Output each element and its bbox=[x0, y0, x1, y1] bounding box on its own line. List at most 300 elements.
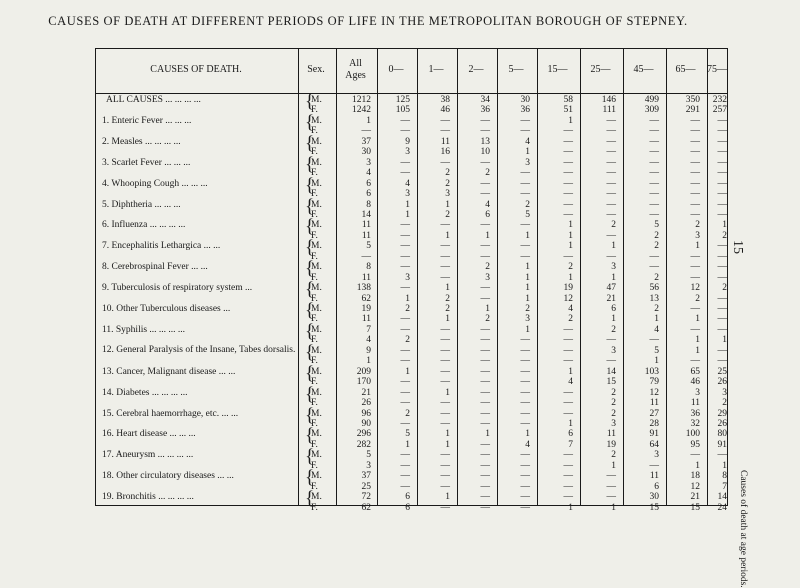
count-cell: 146 bbox=[601, 95, 616, 105]
count-cell: — bbox=[400, 241, 410, 252]
count-cell: — bbox=[690, 115, 700, 126]
count-cell: 36 bbox=[480, 105, 490, 116]
sex-cell: M. bbox=[311, 429, 322, 440]
count-cell: 1 bbox=[405, 293, 410, 304]
count-cell: — bbox=[606, 157, 616, 168]
sex-cell: F. bbox=[311, 439, 318, 450]
count-cell: — bbox=[480, 293, 490, 304]
count-cell: 2 bbox=[485, 314, 490, 325]
header-age-45: 45— bbox=[633, 64, 654, 75]
count-cell: 26 bbox=[717, 377, 727, 388]
count-cell: — bbox=[480, 356, 490, 367]
count-cell: 1 bbox=[525, 230, 530, 241]
count-cell: — bbox=[606, 230, 616, 241]
count-cell: 28 bbox=[649, 418, 659, 429]
count-cell: — bbox=[440, 450, 450, 461]
count-cell: 36 bbox=[690, 408, 700, 419]
count-cell: 18 bbox=[690, 471, 700, 482]
count-cell: — bbox=[649, 178, 659, 189]
count-cell: — bbox=[400, 283, 410, 294]
count-cell: 2 bbox=[654, 230, 659, 241]
count-cell: — bbox=[440, 471, 450, 482]
header-age-75: 75— bbox=[707, 64, 727, 75]
brace-mark: { bbox=[305, 216, 315, 238]
count-cell: 2 bbox=[405, 335, 410, 346]
count-cell: — bbox=[400, 126, 410, 137]
count-cell: — bbox=[563, 408, 573, 419]
count-cell: 2 bbox=[611, 408, 616, 419]
count-cell: — bbox=[520, 241, 530, 252]
sex-cell: F. bbox=[311, 126, 318, 137]
count-cell: 2 bbox=[485, 262, 490, 273]
count-cell: — bbox=[440, 335, 450, 346]
count-cell: — bbox=[563, 209, 573, 220]
count-cell: — bbox=[400, 168, 410, 179]
count-cell: 1 bbox=[525, 147, 530, 158]
count-cell: — bbox=[480, 387, 490, 398]
count-cell: — bbox=[480, 241, 490, 252]
count-cell: 1 bbox=[722, 335, 727, 346]
sex-cell: M. bbox=[311, 95, 322, 105]
sex-cell: F. bbox=[311, 189, 318, 200]
count-cell: — bbox=[690, 262, 700, 273]
count-cell: — bbox=[649, 335, 659, 346]
count-cell: 25 bbox=[361, 481, 371, 492]
count-cell: 6 bbox=[654, 481, 659, 492]
count-cell: 72 bbox=[361, 492, 371, 503]
count-cell: — bbox=[690, 157, 700, 168]
count-cell: 65 bbox=[690, 366, 700, 377]
count-cell: — bbox=[400, 387, 410, 398]
count-cell: — bbox=[649, 189, 659, 200]
count-cell: 3 bbox=[611, 418, 616, 429]
header-all-ages: All Ages bbox=[345, 58, 366, 81]
count-cell: — bbox=[520, 115, 530, 126]
count-cell: — bbox=[520, 356, 530, 367]
count-cell: — bbox=[480, 439, 490, 450]
count-cell: 2 bbox=[611, 324, 616, 335]
count-cell: — bbox=[690, 147, 700, 158]
count-cell: 80 bbox=[717, 429, 727, 440]
count-cell: — bbox=[440, 408, 450, 419]
count-cell: — bbox=[717, 157, 727, 168]
sex-cell: F. bbox=[311, 418, 318, 429]
count-cell: — bbox=[717, 314, 727, 325]
count-cell: 2 bbox=[611, 220, 616, 231]
count-cell: — bbox=[606, 251, 616, 262]
count-cell: 19 bbox=[606, 439, 616, 450]
count-cell: — bbox=[400, 314, 410, 325]
count-cell: 1 bbox=[695, 314, 700, 325]
count-cell: 1 bbox=[568, 418, 573, 429]
count-cell: 46 bbox=[690, 377, 700, 388]
count-cell: — bbox=[563, 335, 573, 346]
sex-cell: M. bbox=[311, 283, 322, 294]
count-cell: — bbox=[400, 115, 410, 126]
sex-cell: F. bbox=[311, 168, 318, 179]
count-cell: 1 bbox=[485, 304, 490, 314]
count-cell: 1 bbox=[611, 314, 616, 325]
sex-cell: F. bbox=[311, 230, 318, 241]
count-cell: — bbox=[440, 324, 450, 335]
count-cell: 1 bbox=[611, 460, 616, 471]
count-cell: 103 bbox=[644, 366, 659, 377]
brace-mark: { bbox=[305, 467, 315, 489]
count-cell: 1 bbox=[405, 209, 410, 220]
count-cell: 11 bbox=[606, 429, 616, 440]
count-cell: 37 bbox=[361, 136, 371, 147]
count-cell: 4 bbox=[568, 304, 573, 314]
count-cell: 1 bbox=[445, 387, 450, 398]
table-row bbox=[0, 502, 736, 515]
count-cell: — bbox=[480, 115, 490, 126]
count-cell: — bbox=[717, 241, 727, 252]
count-cell: — bbox=[717, 199, 727, 210]
count-cell: 12 bbox=[690, 481, 700, 492]
count-cell: 91 bbox=[649, 429, 659, 440]
cause-label: 6. Influenza ... ... ... ... bbox=[102, 220, 186, 231]
count-cell: — bbox=[400, 262, 410, 273]
count-cell: — bbox=[440, 377, 450, 388]
count-cell: 4 bbox=[525, 439, 530, 450]
cause-label: 2. Measles ... ... ... ... bbox=[102, 136, 181, 147]
brace-mark: { bbox=[305, 425, 315, 447]
count-cell: — bbox=[563, 460, 573, 471]
count-cell: — bbox=[440, 220, 450, 231]
count-cell: 1 bbox=[366, 356, 371, 367]
count-cell: — bbox=[400, 251, 410, 262]
cause-label: 4. Whooping Cough ... ... ... bbox=[102, 178, 208, 189]
count-cell: 30 bbox=[649, 492, 659, 503]
count-cell: — bbox=[440, 157, 450, 168]
count-cell: 1 bbox=[445, 439, 450, 450]
count-cell: — bbox=[520, 450, 530, 461]
count-cell: 1 bbox=[611, 272, 616, 283]
count-cell: — bbox=[717, 189, 727, 200]
brace-mark: { bbox=[305, 404, 315, 426]
cause-label: 16. Heart disease ... ... ... bbox=[102, 429, 196, 440]
count-cell: 2 bbox=[568, 262, 573, 273]
count-cell: — bbox=[480, 366, 490, 377]
count-cell: 2 bbox=[611, 398, 616, 409]
count-cell: — bbox=[361, 251, 371, 262]
count-cell: — bbox=[400, 324, 410, 335]
sex-cell: F. bbox=[311, 314, 318, 325]
sex-cell: M. bbox=[311, 157, 322, 168]
count-cell: 3 bbox=[525, 157, 530, 168]
count-cell: — bbox=[717, 147, 727, 158]
count-cell: — bbox=[649, 209, 659, 220]
count-cell: 2 bbox=[485, 168, 490, 179]
brace-mark: { bbox=[305, 320, 315, 342]
sex-cell: F. bbox=[311, 105, 318, 116]
count-cell: 1 bbox=[445, 283, 450, 294]
count-cell: — bbox=[563, 324, 573, 335]
brace-mark: { bbox=[305, 111, 315, 133]
count-cell: — bbox=[690, 126, 700, 137]
brace-mark: { bbox=[305, 258, 315, 280]
count-cell: 5 bbox=[654, 345, 659, 356]
cause-label: 12. General Paralysis of the Insane, Tabes dorsalis. bbox=[102, 344, 296, 355]
count-cell: — bbox=[480, 189, 490, 200]
count-cell: 3 bbox=[445, 189, 450, 200]
cause-label: 15. Cerebral haemorrhage, etc. ... ... bbox=[102, 408, 239, 419]
count-cell: — bbox=[606, 189, 616, 200]
count-cell: 2 bbox=[654, 241, 659, 252]
count-cell: — bbox=[563, 481, 573, 492]
sex-cell: F. bbox=[311, 272, 318, 283]
count-cell: — bbox=[400, 356, 410, 367]
count-cell: 1 bbox=[568, 272, 573, 283]
count-cell: — bbox=[520, 492, 530, 503]
count-cell: — bbox=[520, 418, 530, 429]
count-cell: — bbox=[563, 398, 573, 409]
count-cell: — bbox=[690, 209, 700, 220]
count-cell: 1 bbox=[695, 241, 700, 252]
count-cell: 1 bbox=[568, 115, 573, 126]
count-cell: — bbox=[649, 199, 659, 210]
count-cell: 3 bbox=[485, 272, 490, 283]
sex-cell: M. bbox=[311, 262, 322, 273]
brace-mark: { bbox=[305, 383, 315, 405]
page-number: 15 bbox=[730, 240, 745, 254]
count-cell: — bbox=[717, 345, 727, 356]
count-cell: 499 bbox=[644, 95, 659, 105]
header-age-1: 1— bbox=[428, 64, 444, 75]
count-cell: 1 bbox=[695, 335, 700, 346]
count-cell: 3 bbox=[695, 230, 700, 241]
count-cell: 209 bbox=[356, 366, 371, 377]
count-cell: — bbox=[649, 115, 659, 126]
count-cell: — bbox=[400, 398, 410, 409]
count-cell: 8 bbox=[366, 262, 371, 273]
count-cell: 4 bbox=[525, 136, 530, 147]
count-cell: 3 bbox=[366, 157, 371, 168]
count-cell: 2 bbox=[445, 178, 450, 189]
count-cell: 6 bbox=[405, 492, 410, 503]
count-cell: 2 bbox=[722, 283, 727, 294]
count-cell: — bbox=[606, 335, 616, 346]
count-cell: — bbox=[649, 251, 659, 262]
count-cell: — bbox=[563, 492, 573, 503]
count-cell: 2 bbox=[611, 450, 616, 461]
count-cell: 12 bbox=[563, 293, 573, 304]
brace-mark: { bbox=[305, 174, 315, 196]
count-cell: — bbox=[717, 293, 727, 304]
cause-label: 1. Enteric Fever ... ... ... bbox=[102, 115, 192, 126]
sex-cell: M. bbox=[311, 220, 322, 231]
count-cell: 29 bbox=[717, 408, 727, 419]
count-cell: 30 bbox=[520, 95, 530, 105]
count-cell: — bbox=[563, 387, 573, 398]
count-cell: 3 bbox=[611, 345, 616, 356]
sex-cell: F. bbox=[311, 209, 318, 220]
count-cell: 4 bbox=[405, 178, 410, 189]
count-cell: 1 bbox=[485, 429, 490, 440]
cause-label: 18. Other circulatory diseases ... ... bbox=[102, 471, 234, 482]
count-cell: — bbox=[606, 209, 616, 220]
count-cell: 2 bbox=[695, 293, 700, 304]
count-cell: — bbox=[690, 136, 700, 147]
brace-mark: { bbox=[305, 446, 315, 468]
count-cell: 3 bbox=[405, 272, 410, 283]
count-cell: 62 bbox=[361, 502, 371, 513]
count-cell: — bbox=[480, 126, 490, 137]
brace-mark: { bbox=[305, 341, 315, 363]
count-cell: 1 bbox=[695, 460, 700, 471]
count-cell: 25 bbox=[717, 366, 727, 377]
sex-cell: F. bbox=[311, 481, 318, 492]
count-cell: — bbox=[480, 335, 490, 346]
sex-cell: F. bbox=[311, 335, 318, 346]
count-cell: 13 bbox=[480, 136, 490, 147]
count-cell: — bbox=[649, 262, 659, 273]
count-cell: 30 bbox=[361, 147, 371, 158]
count-cell: — bbox=[520, 377, 530, 388]
header-cause: CAUSES OF DEATH. bbox=[150, 64, 242, 75]
count-cell: — bbox=[480, 283, 490, 294]
header-age-25: 25— bbox=[590, 64, 611, 75]
count-cell: 95 bbox=[690, 439, 700, 450]
count-cell: 11 bbox=[361, 230, 371, 241]
count-cell: 3 bbox=[695, 387, 700, 398]
count-cell: — bbox=[480, 408, 490, 419]
count-cell: 1 bbox=[525, 324, 530, 335]
count-cell: 2 bbox=[695, 220, 700, 231]
count-cell: — bbox=[606, 199, 616, 210]
count-cell: — bbox=[649, 168, 659, 179]
count-cell: — bbox=[480, 418, 490, 429]
brace-mark: { bbox=[305, 237, 315, 259]
header-age-2: 2— bbox=[468, 64, 484, 75]
count-cell: — bbox=[649, 460, 659, 471]
cause-label: 19. Bronchitis ... ... ... ... bbox=[102, 492, 194, 503]
count-cell: — bbox=[690, 199, 700, 210]
count-cell: 56 bbox=[649, 283, 659, 294]
count-cell: 1 bbox=[722, 220, 727, 231]
count-cell: — bbox=[717, 304, 727, 314]
cause-label: 10. Other Tuberculous diseases ... bbox=[102, 304, 231, 314]
count-cell: — bbox=[440, 241, 450, 252]
count-cell: 1 bbox=[525, 293, 530, 304]
sex-cell: M. bbox=[311, 241, 322, 252]
count-cell: — bbox=[480, 481, 490, 492]
count-cell: — bbox=[690, 251, 700, 262]
count-cell: 125 bbox=[395, 95, 410, 105]
count-cell: 2 bbox=[445, 304, 450, 314]
count-cell: 111 bbox=[602, 105, 616, 116]
count-cell: — bbox=[520, 366, 530, 377]
count-cell: 1 bbox=[445, 230, 450, 241]
count-cell: — bbox=[649, 157, 659, 168]
count-cell: — bbox=[563, 356, 573, 367]
count-cell: — bbox=[480, 398, 490, 409]
count-cell: — bbox=[520, 460, 530, 471]
sex-cell: M. bbox=[311, 387, 322, 398]
count-cell: — bbox=[717, 324, 727, 335]
count-cell: 1 bbox=[568, 220, 573, 231]
count-cell: 2 bbox=[654, 272, 659, 283]
count-cell: 296 bbox=[356, 429, 371, 440]
count-cell: 1 bbox=[525, 283, 530, 294]
count-cell: — bbox=[440, 418, 450, 429]
sex-cell: M. bbox=[311, 136, 322, 147]
count-cell: — bbox=[563, 178, 573, 189]
count-cell: 3 bbox=[525, 314, 530, 325]
brace-mark: { bbox=[305, 362, 315, 384]
count-cell: — bbox=[606, 481, 616, 492]
sex-cell: M. bbox=[311, 199, 322, 210]
count-cell: 14 bbox=[361, 209, 371, 220]
count-cell: 2 bbox=[722, 398, 727, 409]
count-cell: 3 bbox=[654, 450, 659, 461]
count-cell: 2 bbox=[611, 387, 616, 398]
cause-label: 11. Syphilis ... ... ... ... bbox=[102, 324, 186, 335]
sex-cell: F. bbox=[311, 377, 318, 388]
count-cell: — bbox=[520, 481, 530, 492]
count-cell: 1 bbox=[445, 429, 450, 440]
count-cell: — bbox=[520, 502, 530, 513]
count-cell: — bbox=[400, 418, 410, 429]
count-cell: — bbox=[480, 460, 490, 471]
count-cell: 3 bbox=[722, 387, 727, 398]
count-cell: 90 bbox=[361, 418, 371, 429]
count-cell: 282 bbox=[356, 439, 371, 450]
cause-label: 8. Cerebrospinal Fever ... ... bbox=[102, 262, 208, 273]
count-cell: 4 bbox=[366, 168, 371, 179]
count-cell: — bbox=[361, 126, 371, 137]
sex-cell: F. bbox=[311, 356, 318, 367]
count-cell: 24 bbox=[717, 502, 727, 513]
count-cell: — bbox=[480, 220, 490, 231]
sex-cell: F. bbox=[311, 293, 318, 304]
count-cell: 62 bbox=[361, 293, 371, 304]
count-cell: 12 bbox=[649, 387, 659, 398]
count-cell: — bbox=[717, 209, 727, 220]
count-cell: 15 bbox=[606, 377, 616, 388]
count-cell: 11 bbox=[690, 398, 700, 409]
count-cell: 1 bbox=[405, 439, 410, 450]
sex-cell: M. bbox=[311, 492, 322, 503]
count-cell: — bbox=[563, 168, 573, 179]
count-cell: 8 bbox=[366, 199, 371, 210]
count-cell: 34 bbox=[480, 95, 490, 105]
count-cell: 11 bbox=[361, 314, 371, 325]
count-cell: — bbox=[480, 251, 490, 262]
count-cell: — bbox=[717, 251, 727, 262]
count-cell: — bbox=[520, 220, 530, 231]
count-cell: — bbox=[440, 460, 450, 471]
count-cell: — bbox=[690, 450, 700, 461]
count-cell: 3 bbox=[405, 147, 410, 158]
count-cell: — bbox=[440, 251, 450, 262]
count-cell: — bbox=[690, 272, 700, 283]
count-cell: 2 bbox=[525, 199, 530, 210]
count-cell: 1212 bbox=[352, 95, 371, 105]
count-cell: 9 bbox=[405, 136, 410, 147]
count-cell: 21 bbox=[606, 293, 616, 304]
count-cell: — bbox=[440, 115, 450, 126]
sex-cell: M. bbox=[311, 408, 322, 419]
sex-cell: F. bbox=[311, 251, 318, 262]
count-cell: — bbox=[400, 471, 410, 482]
count-cell: 138 bbox=[356, 283, 371, 294]
count-cell: 100 bbox=[685, 429, 700, 440]
brace-mark: { bbox=[305, 488, 315, 510]
count-cell: 10 bbox=[480, 147, 490, 158]
count-cell: 26 bbox=[717, 418, 727, 429]
count-cell: — bbox=[400, 220, 410, 231]
